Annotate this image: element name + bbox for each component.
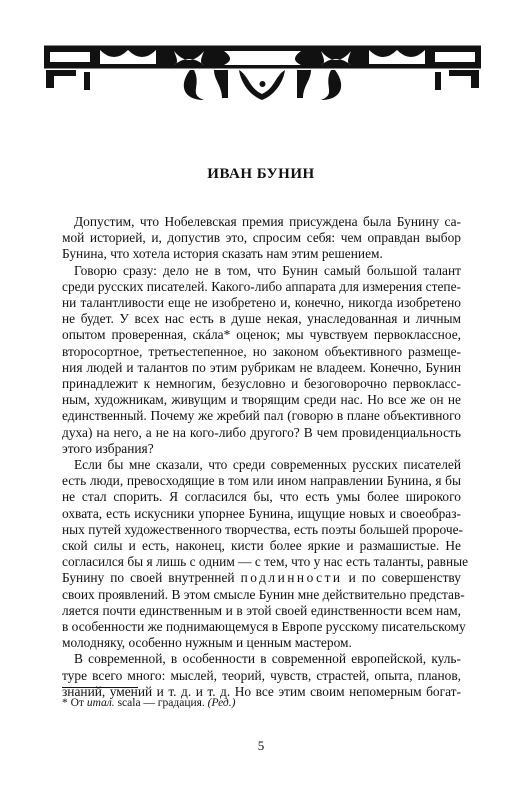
text-line-spaced [62,570,461,586]
footnote [62,697,235,709]
footnote-divider [62,687,138,688]
text-line: есть люди, превосходящие в том или ином направлении Бунина, я бы [62,473,461,489]
text-line: своих проявлений. В этом смысле Бунин мне действительно представ- [62,586,465,602]
text-line: Бунина, что хотела история сказать нам этим решением. [62,246,383,262]
text-line: ных путей художественного творчества, есть поэты большей пророче- [62,521,464,537]
text-line: ния людей и талантов по этим рубрикам не владеем. Конечно, Бунин [62,359,461,375]
text-line: не будет. У всех нас есть в душе некая, унаследованная и личным [62,311,461,327]
page-number: 5 [257,738,265,753]
text-line: согласился бы я лишь с одним — с тем, что у нас есть таланты, равные [62,554,469,570]
text-line: ным, художникам, живущим и творящим среди нас. Но все же он не [62,392,461,408]
footnote-text: scala — градация. [117,697,205,709]
header-ornament [44,44,481,102]
text-line: принадлежит к немногим, безусловно и безоговорочно первокласс- [62,376,461,392]
text-line: ской силы и есть, наконец, кисти более яркие и размашистые. Не [62,538,461,554]
text-line: охвата, есть искусники упорнее Бунина, ищущие новых и своеобраз- [62,505,461,521]
text-line: среди русских писателей. Какого-либо аппарата для измерения степе- [62,278,461,294]
text-line: туре всего много: мыслей, теорий, чувств, страстей, опыта, планов, [62,667,461,683]
footnote-abbr: итал. [86,697,115,709]
text-line: духа) на него, а не на кого-либо другого? В чем провиденциальность [62,424,461,440]
text-line: Говорю сразу: дело не в том, что Бунин самый большой талант [74,262,461,278]
text-fragment: и по совершенству [348,570,461,586]
footnote-editor: (Ред.) [207,697,236,709]
article-body [62,214,469,700]
text-line: мой историей, и, допустив это, спросим себя: чем оправдан выбор [62,230,461,246]
footnote-marker: * [62,697,68,709]
text-fragment: Бунину по своей внутренней [62,570,235,586]
text-line: не стал спорить. Я согласился бы, что есть умы более широкого [62,489,461,505]
text-line: ни талантливости еще не изобретено и, конечно, никогда изобретено [62,295,461,311]
text-line: знаний, умений и т. д. и т. д. Но все этим своим непомерным богат- [62,683,461,699]
article-title: ИВАН БУНИН [207,166,315,182]
text-line: в особенности же поднимающемуся в Европе русскому писательскому [62,619,466,635]
text-line: Допустим, что Нобелевская премия присуждена была Бунину са- [74,214,461,229]
text-line: этого избрания? [62,440,154,456]
text-line: молодняку, особенно нужным и ценным мастером. [62,635,352,651]
text-line: В современной, в особенности в современной европейской, куль- [74,651,461,667]
text-line: второсортное, третьестепенное, но законом объективного размеще- [62,343,461,359]
text-line: опытом проверенная, скáла* оценок; мы чувствуем первоклассное, [62,327,461,343]
spaced-word: подлинности [240,570,343,586]
text-line: Если бы мне сказали, что среди современных русских писателей [74,457,461,473]
text-line: единственный. Почему же жребий пал (говорю в плане объективного [62,408,461,424]
text-line: ляется почти единственным и в этой своей единственности всем нам, [62,602,461,618]
footnote-prefix: От [70,697,84,709]
